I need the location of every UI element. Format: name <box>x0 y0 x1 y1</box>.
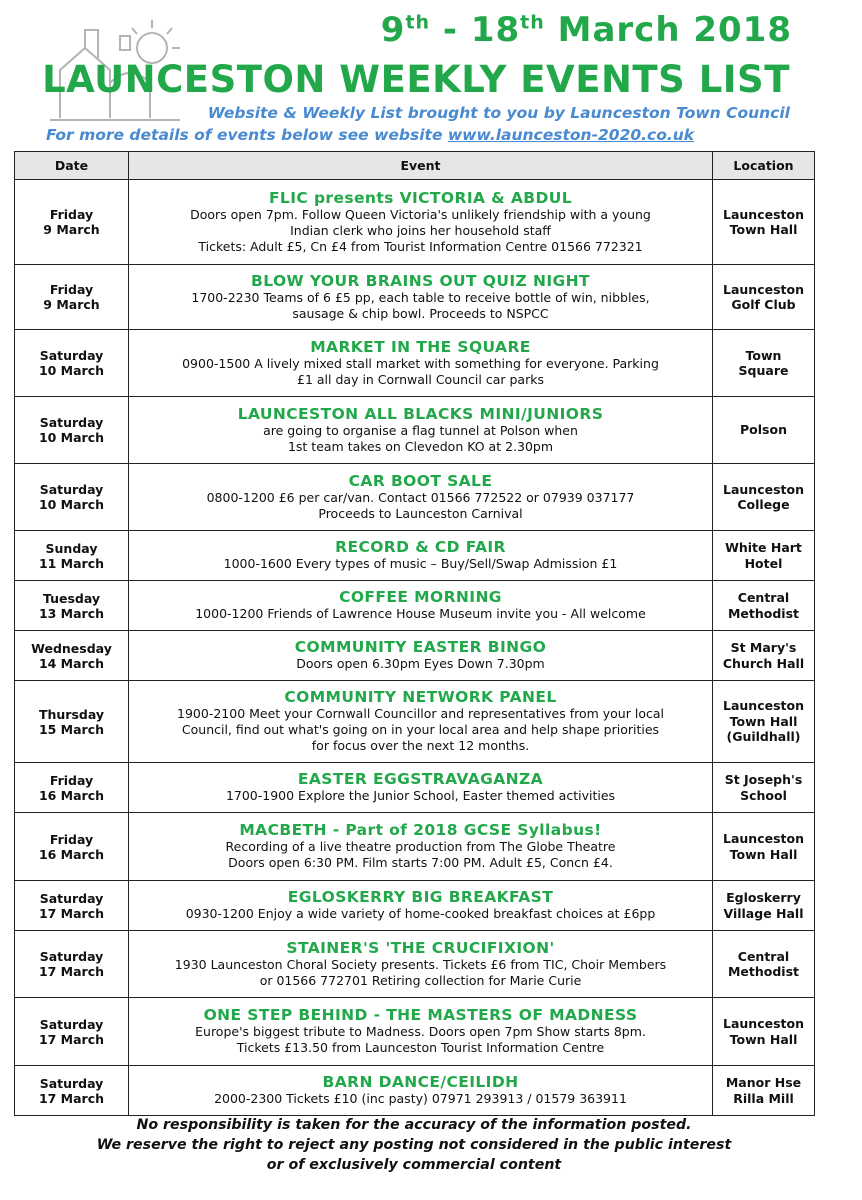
event-title: LAUNCESTON ALL BLACKS MINI/JUNIORS <box>237 404 604 423</box>
event-cell <box>129 881 713 931</box>
event-location-line: Golf Club <box>731 297 796 312</box>
event-cell <box>129 681 713 763</box>
event-day: Saturday <box>39 348 104 363</box>
event-day-date: 13 March <box>38 605 105 621</box>
event-description: 1000-1200 Friends of Lawrence House Museum invite you - All welcome <box>195 606 646 621</box>
event-title: COMMUNITY EASTER BINGO <box>294 638 547 656</box>
event-date <box>15 180 129 265</box>
event-day-date: 11 March <box>38 555 105 571</box>
event-date <box>15 763 129 813</box>
event-location-line: College <box>737 497 790 512</box>
event-description: or 01566 772701 Retiring collection for Marie Curie <box>259 972 582 988</box>
event-location <box>713 931 815 998</box>
event-title: MARKET IN THE SQUARE <box>310 337 531 356</box>
event-description: 0930-1200 Enjoy a wide variety of home-cooked breakfast choices at £6pp <box>185 906 656 921</box>
event-location-line: St Mary's <box>730 640 797 655</box>
event-title: EASTER EGGSTRAVAGANZA <box>297 770 544 788</box>
table-header-row <box>15 152 815 180</box>
event-location <box>713 681 815 763</box>
event-cell <box>129 763 713 813</box>
event-day-date: 14 March <box>38 655 105 671</box>
table-row <box>15 464 815 531</box>
event-day: Tuesday <box>42 590 101 606</box>
column-header-location: Location <box>713 152 815 180</box>
event-description: 1000-1600 Every types of music – Buy/Sell/Swap Admission £1 <box>223 556 618 571</box>
event-description: Doors open 6.30pm Eyes Down 7.30pm <box>296 656 545 671</box>
event-day-date: 16 March <box>38 846 105 862</box>
table-row <box>15 180 815 265</box>
event-description: sausage & chip bowl. Proceeds to NSPCC <box>292 305 549 321</box>
event-cell <box>129 998 713 1066</box>
event-cell <box>129 531 713 581</box>
event-description: 1900-2100 Meet your Cornwall Councillor and representatives from your local <box>177 706 664 721</box>
event-location-line: Launceston <box>723 206 804 222</box>
event-date <box>15 464 129 531</box>
event-cell <box>129 330 713 397</box>
event-date <box>15 330 129 397</box>
event-day: Saturday <box>39 415 104 430</box>
event-title: BLOW YOUR BRAINS OUT QUIZ NIGHT <box>251 271 590 290</box>
table-row <box>15 681 815 763</box>
event-day: Friday <box>49 831 94 847</box>
event-location <box>713 998 815 1066</box>
event-day-date: 10 March <box>38 430 105 445</box>
table-row <box>15 998 815 1066</box>
event-date <box>15 998 129 1066</box>
event-description: 2000-2300 Tickets £10 (inc pasty) 07971 293913 / 01579 363911 <box>214 1091 627 1106</box>
event-title: MACBETH - Part of 2018 GCSE Syllabus! <box>239 821 602 839</box>
event-cell <box>129 464 713 531</box>
table-row <box>15 881 815 931</box>
event-location <box>713 265 815 330</box>
event-day: Friday <box>49 282 94 297</box>
event-location-line: St Joseph's <box>724 772 803 787</box>
event-location <box>713 1066 815 1116</box>
event-date <box>15 681 129 763</box>
disclaimer-line: No responsibility is taken for the accuracy of the information posted. <box>136 1117 692 1133</box>
event-date <box>15 531 129 581</box>
event-description: Europe's biggest tribute to Madness. Doors open 7pm Show starts 8pm. <box>195 1024 646 1039</box>
event-day: Sunday <box>45 540 98 556</box>
event-location <box>713 763 815 813</box>
table-row <box>15 763 815 813</box>
event-location-line: Town Hall <box>729 1031 798 1047</box>
event-location <box>713 631 815 681</box>
event-description: 0800-1200 £6 per car/van. Contact 01566 772522 or 07939 037177 <box>206 489 635 505</box>
website-link[interactable]: www.launceston-2020.co.uk <box>447 126 695 144</box>
disclaimer-line: We reserve the right to reject any posting not considered in the public interest <box>96 1137 732 1153</box>
table-row <box>15 265 815 330</box>
event-location-line: Launceston <box>723 831 804 846</box>
event-day-date: 9 March <box>43 297 100 312</box>
event-location-line: Launceston <box>723 1016 804 1031</box>
event-day: Friday <box>49 207 94 222</box>
details-line: For more details of events below see website www.launceston-2020.co.uk <box>46 126 695 144</box>
event-location-line: Launceston <box>723 481 804 497</box>
event-cell <box>129 931 713 998</box>
event-day: Saturday <box>39 482 104 497</box>
event-date <box>15 931 129 998</box>
event-location <box>713 581 815 631</box>
event-location-line: Launceston <box>723 281 804 297</box>
event-day: Thursday <box>38 706 105 722</box>
event-day-date: 9 March <box>43 222 100 237</box>
event-location-line: Launceston <box>723 698 804 714</box>
event-location-line: Egloskerry <box>726 890 801 905</box>
event-cell <box>129 180 713 265</box>
event-location-line: Church Hall <box>722 655 805 671</box>
event-description: Proceeds to Launceston Carnival <box>318 505 523 521</box>
event-description: Council, find out what's going on in your local area and help shape priorities <box>181 722 660 737</box>
event-location-line: Town Hall <box>729 713 798 729</box>
disclaimer-line: or of exclusively commercial content <box>266 1157 562 1173</box>
event-description: £1 all day in Cornwall Council car parks <box>297 371 544 387</box>
event-location-line: White Hart <box>725 540 802 555</box>
column-header-date: Date <box>15 152 129 180</box>
event-day: Saturday <box>39 1016 104 1032</box>
event-location-line: Central <box>737 590 790 605</box>
event-location <box>713 531 815 581</box>
event-description: Recording of a live theatre production from The Globe Theatre <box>225 839 616 854</box>
event-title: FLIC presents VICTORIA & ABDUL <box>268 188 573 207</box>
event-day: Saturday <box>39 890 104 906</box>
event-cell <box>129 813 713 881</box>
event-description: Tickets £13.50 from Launceston Tourist Information Centre <box>236 1040 605 1055</box>
event-description: Doors open 7pm. Follow Queen Victoria's unlikely friendship with a young <box>190 206 651 222</box>
event-description: for focus over the next 12 months. <box>311 738 530 753</box>
byline: Website & Weekly List brought to you by Launceston Town Council <box>207 104 790 122</box>
event-title: COMMUNITY NETWORK PANEL <box>284 688 557 706</box>
table-row <box>15 330 815 397</box>
event-location-line: Town <box>745 347 782 363</box>
event-location-line: Methodist <box>727 605 800 621</box>
event-location <box>713 180 815 265</box>
event-location-line: (Guildhall) <box>726 729 801 745</box>
column-header-event: Event <box>129 152 713 180</box>
event-cell <box>129 397 713 464</box>
event-location-line: Methodist <box>727 964 800 979</box>
event-location <box>713 813 815 881</box>
page-title: LAUNCESTON WEEKLY EVENTS LIST <box>42 58 790 101</box>
event-location <box>713 330 815 397</box>
event-title: CAR BOOT SALE <box>348 471 493 490</box>
disclaimer <box>14 1115 814 1175</box>
event-location-line: Town Hall <box>729 222 798 237</box>
event-title: RECORD & CD FAIR <box>335 538 506 556</box>
event-day-date: 17 March <box>38 964 105 979</box>
event-day: Wednesday <box>31 640 112 656</box>
event-date <box>15 265 129 330</box>
event-location <box>713 881 815 931</box>
event-location-line: Square <box>738 363 789 378</box>
event-title: EGLOSKERRY BIG BREAKFAST <box>287 888 554 906</box>
event-description: Tickets: Adult £5, Cn £4 from Tourist Information Centre 01566 772321 <box>198 238 643 254</box>
event-title: BARN DANCE/CEILIDH <box>322 1073 519 1091</box>
table-row <box>15 531 815 581</box>
event-day-date: 16 March <box>38 787 105 803</box>
event-day: Friday <box>49 772 94 788</box>
event-description: Doors open 6:30 PM. Film starts 7:00 PM. Adult £5, Concn £4. <box>228 855 613 870</box>
event-location-line: Rilla Mill <box>733 1090 794 1106</box>
event-location <box>713 397 815 464</box>
event-description: 1930 Launceston Choral Society presents. Tickets £6 from TIC, Choir Members <box>174 956 667 972</box>
table-row <box>15 931 815 998</box>
event-location-line: Village Hall <box>723 905 804 921</box>
event-description: 0900-1500 A lively mixed stall market with something for everyone. Parking <box>182 355 659 371</box>
event-date <box>15 881 129 931</box>
event-cell <box>129 631 713 681</box>
table-row <box>15 581 815 631</box>
event-day: Saturday <box>39 1075 104 1091</box>
event-title: STAINER'S 'THE CRUCIFIXION' <box>286 938 555 957</box>
event-description: Indian clerk who joins her household staff <box>290 222 551 238</box>
event-day-date: 17 March <box>38 1090 105 1106</box>
event-location <box>713 464 815 531</box>
event-location-line: Manor Hse <box>725 1075 802 1090</box>
event-description: 1700-2230 Teams of 6 £5 pp, each table to receive bottle of win, nibbles, <box>191 289 650 305</box>
event-location-line: Polson <box>740 422 787 438</box>
event-day-date: 10 March <box>38 497 105 512</box>
table-row <box>15 813 815 881</box>
event-description: are going to organise a flag tunnel at Polson when <box>263 422 578 438</box>
event-date <box>15 581 129 631</box>
event-date <box>15 631 129 681</box>
event-location-line: Town Hall <box>729 846 798 862</box>
table-row <box>15 631 815 681</box>
event-day-date: 10 March <box>38 363 105 378</box>
event-location-line: School <box>740 787 787 803</box>
event-date <box>15 1066 129 1116</box>
event-description: 1st team takes on Clevedon KO at 2.30pm <box>287 438 554 454</box>
event-description: 1700-1900 Explore the Junior School, Easter themed activities <box>225 788 616 803</box>
event-day: Saturday <box>39 949 104 964</box>
event-title: COFFEE MORNING <box>339 588 502 606</box>
event-location-line: Hotel <box>744 555 783 571</box>
event-dates-heading: 9th - 18th March 2018 <box>380 10 792 50</box>
event-day-date: 15 March <box>38 721 105 737</box>
event-location-line: Central <box>737 948 790 964</box>
event-day-date: 17 March <box>38 1031 105 1047</box>
event-date <box>15 397 129 464</box>
events-table <box>14 151 815 1116</box>
event-day-date: 17 March <box>38 905 105 921</box>
event-cell <box>129 581 713 631</box>
table-row <box>15 1066 815 1116</box>
event-cell <box>129 265 713 330</box>
table-row <box>15 397 815 464</box>
event-date <box>15 813 129 881</box>
event-cell <box>129 1066 713 1116</box>
event-title: ONE STEP BEHIND - THE MASTERS OF MADNESS <box>203 1006 638 1024</box>
